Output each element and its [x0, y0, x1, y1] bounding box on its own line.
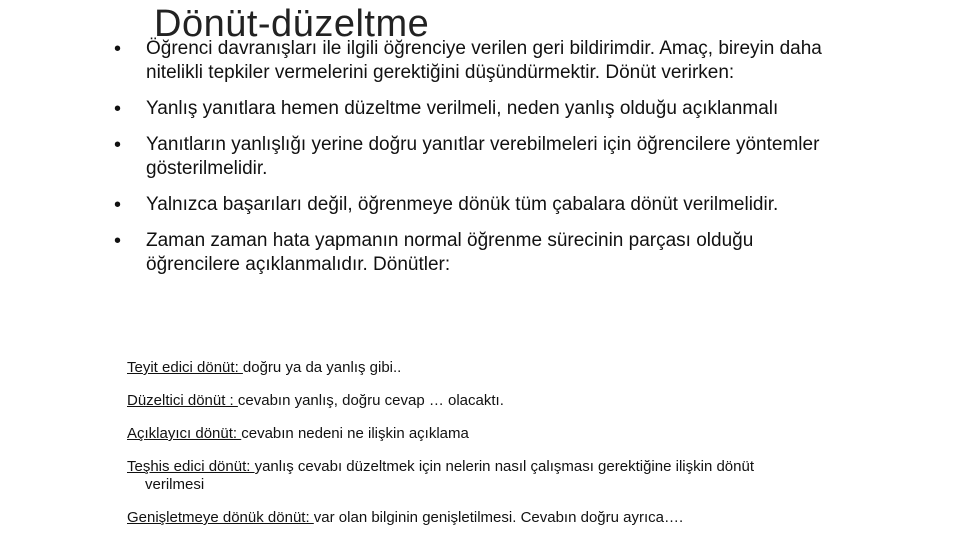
slide-title: Dönüt-düzeltme: [154, 3, 430, 45]
feedback-type-item: [127, 458, 817, 494]
feedback-type-description: yanlış cevabı düzeltmek için nelerin nasıl çalışması gerektiğine ilişkin dönüt verilmesi: [145, 458, 754, 493]
bullet-item: • Yanıtların yanlışlığı yerine doğru yanıtlar verebilmeleri için öğrencilere yöntemler gösterilmelidir.: [114, 133, 834, 181]
feedback-type-term: Teyit edici dönüt:: [127, 359, 243, 376]
feedback-type-item: [127, 425, 817, 443]
bullet-item: • Yanlış yanıtlara hemen düzeltme verilmeli, neden yanlış olduğu açıklanmalı: [114, 97, 834, 121]
feedback-type-item: [127, 359, 817, 377]
feedback-type-term: Genişletmeye dönük dönüt:: [127, 509, 314, 526]
feedback-type-item: [127, 392, 817, 410]
feedback-type-description: var olan bilginin genişletilmesi. Cevabın doğru ayrıca….: [313, 509, 684, 526]
feedback-type-term: Teşhis edici dönüt:: [127, 458, 255, 475]
feedback-type-description: cevabın nedeni ne ilişkin açıklama: [241, 425, 469, 442]
bullet-item: • Zaman zaman hata yapmanın normal öğrenme sürecinin parçası olduğu öğrencilere açıklanmalıdır. Dönütler:: [114, 229, 834, 277]
feedback-type-list: [127, 359, 817, 542]
feedback-type-description: cevabın yanlış, doğru cevap … olacaktı.: [237, 392, 504, 409]
bullet-item: • Öğrenci davranışları ile ilgili öğrenciye verilen geri bildirimdir. Amaç, bireyin daha nitelikli tepkiler vermelerini gerektiğini düşündürmektir. Dönüt verirken:: [114, 37, 834, 85]
feedback-type-term: Düzeltici dönüt :: [127, 392, 238, 409]
bullet-list: [114, 37, 834, 289]
feedback-type-description: doğru ya da yanlış gibi..: [242, 359, 402, 376]
feedback-type-item: [127, 509, 817, 527]
bullet-item: • Yalnızca başarıları değil, öğrenmeye dönük tüm çabalara dönüt verilmelidir.: [114, 193, 834, 217]
feedback-type-term: Açıklayıcı dönüt:: [127, 425, 242, 442]
